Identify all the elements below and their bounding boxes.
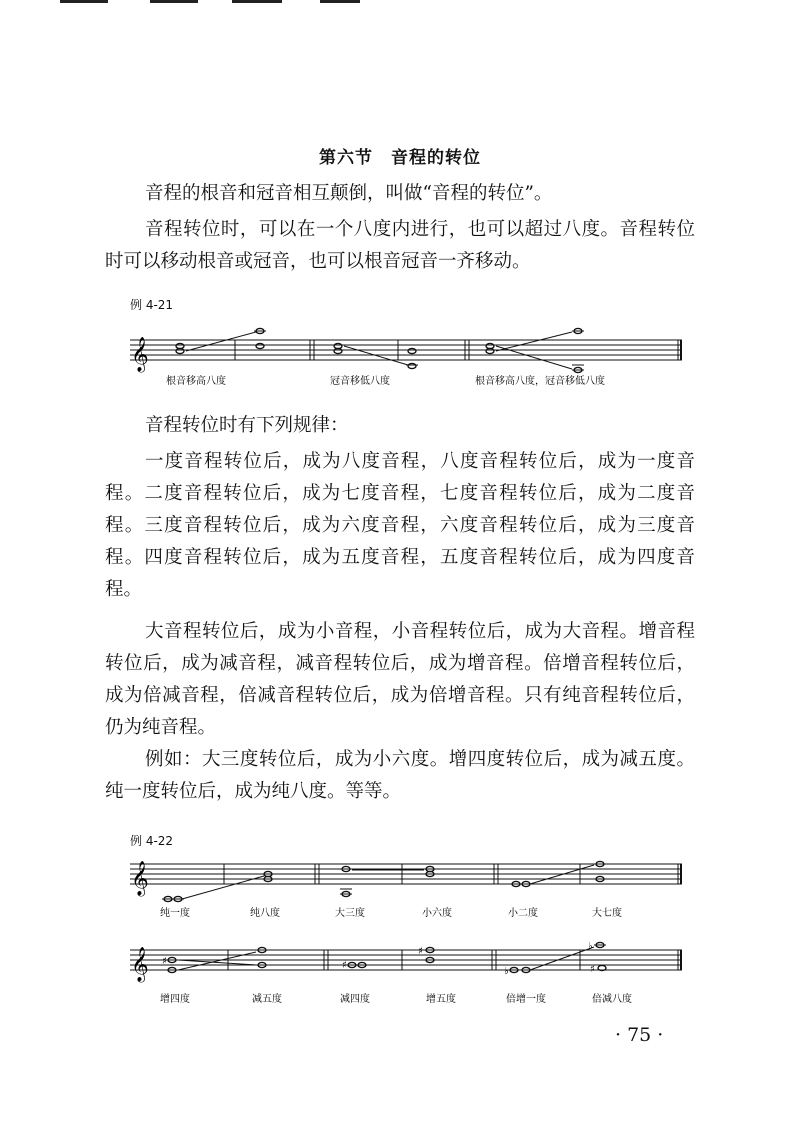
example-caption: 纯八度 [250,908,280,919]
svg-text:♭: ♭ [504,966,509,977]
treble-clef-icon: 𝄞 [131,337,149,372]
top-rule [150,0,198,3]
top-rule [320,0,360,3]
music-staff-example-1 [130,318,690,393]
svg-text:♯: ♯ [590,964,595,975]
example-caption: 根音移高八度 [166,376,226,387]
example-caption: 大三度 [335,908,365,919]
music-staff-example-2-row-1 [130,856,690,926]
paragraph: 例如：大三度转位后，成为小六度。增四度转位后，成为减五度。纯一度转位后，成为纯八度。等等。 [105,749,695,802]
paragraph: 音程转位时有下列规律： [145,415,349,436]
svg-text:♯: ♯ [162,956,167,967]
example-caption: 根音移高八度，冠音移低八度 [475,376,605,387]
page-number: · 75 · [615,1024,664,1046]
example-caption: 增四度 [160,994,190,1005]
paragraph: 音程转位时，可以在一个八度内进行，也可以超过八度。音程转位时可以移动根音或冠音，也可以根音冠音一齐移动。 [105,219,695,272]
example-caption: 倍增一度 [506,994,546,1005]
example-caption: 减五度 [252,994,282,1005]
example-caption: 小二度 [508,908,538,919]
treble-clef-icon: 𝄞 [131,861,149,896]
svg-text:♭: ♭ [588,941,593,952]
top-rule [60,0,108,3]
paragraph: 一度音程转位后，成为八度音程，八度音程转位后，成为一度音程。二度音程转位后，成为七度音程，七度音程转位后，成为二度音程。三度音程转位后，成为六度音程，六度音程转位后，成为三度音程。四度音程转位后，成为五度音程，五度音程转位后，成为四度音程。 [105,451,695,600]
example-caption: 大七度 [592,908,622,919]
music-staff-example-2-row-2 [130,938,690,1008]
example-caption: 小六度 [422,908,452,919]
example-caption: 冠音移低八度 [330,376,390,387]
svg-text:♯: ♯ [342,960,347,971]
example-caption: 倍减八度 [592,994,632,1005]
example-caption: 纯一度 [160,908,190,919]
example-caption: 增五度 [426,994,456,1005]
svg-text:♯: ♯ [418,946,423,957]
example-caption: 减四度 [340,994,370,1005]
example-label: 例 4-21 [130,298,174,312]
example-label: 例 4-22 [130,834,174,848]
paragraph: 大音程转位后，成为小音程，小音程转位后，成为大音程。增音程转位后，成为减音程，减音程转位后，成为增音程。倍增音程转位后，成为倍减音程，倍减音程转位后，成为倍增音程。只有纯音程转位后，仍为纯音程。 [105,621,695,738]
section-title: 第六节 音程的转位 [319,148,481,168]
paragraph: 音程的根音和冠音相互颠倒，叫做“音程的转位”。 [145,183,553,204]
treble-clef-icon: 𝄞 [131,947,149,982]
top-rule [232,0,282,3]
